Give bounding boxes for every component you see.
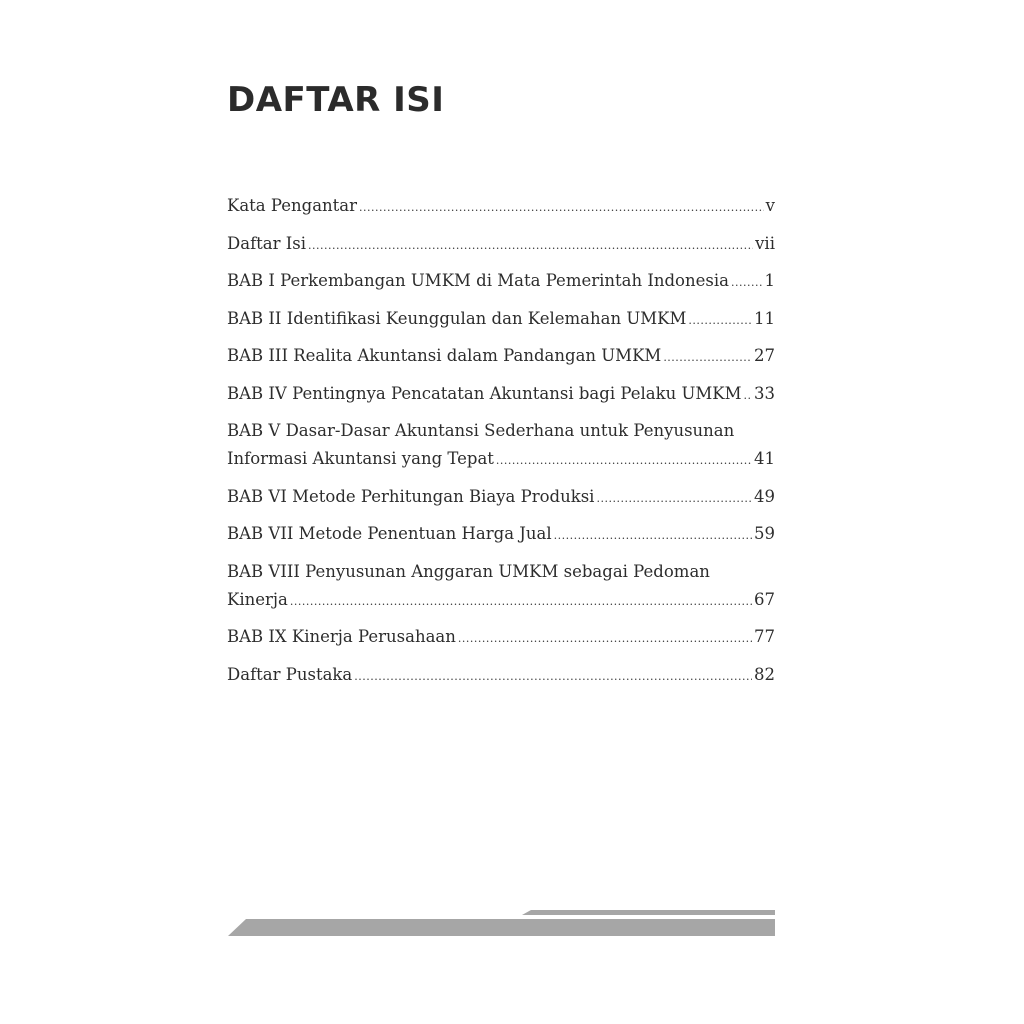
dot-leader <box>731 269 763 297</box>
toc-entry-first-line: BAB VIII Penyusunan Anggaran UMKM sebagai Pedoman <box>227 561 710 581</box>
dot-leader <box>458 625 752 653</box>
dot-leader <box>308 232 753 260</box>
dot-leader <box>596 485 752 513</box>
toc-entry-bab-4 <box>227 380 775 418</box>
footer-band-top <box>522 910 775 915</box>
toc-entry-page: 67 <box>754 589 775 609</box>
toc-entry-page: 82 <box>754 664 775 684</box>
toc-entry-kata-pengantar <box>227 192 775 230</box>
toc-entry-page: 27 <box>754 346 775 365</box>
toc-entry-page: 1 <box>764 271 775 290</box>
toc-entry-page: v <box>765 196 775 215</box>
toc-entry-label: BAB I Perkembangan UMKM di Mata Pemerintah Indonesia <box>227 271 729 290</box>
table-of-contents <box>227 192 775 698</box>
toc-entry-label: Daftar Isi <box>227 233 307 253</box>
dot-leader <box>359 194 764 222</box>
toc-entry-page: 33 <box>754 383 775 403</box>
toc-entry-page: 77 <box>754 627 775 646</box>
toc-entry-label: BAB VI Metode Perhitungan Biaya Produksi <box>227 486 595 506</box>
toc-entry-bab-3 <box>227 342 775 380</box>
toc-entry-bab-2 <box>227 305 775 343</box>
toc-entry-bab-1 <box>227 267 775 305</box>
toc-entry-page: vii <box>755 233 775 253</box>
toc-entry-label: Daftar Pustaka <box>227 664 353 684</box>
dot-leader <box>688 307 752 335</box>
toc-entry-daftar-pustaka <box>227 661 775 699</box>
toc-entry-bab-8 <box>227 558 775 624</box>
dot-leader <box>290 588 752 616</box>
toc-entry-label: Kinerja <box>227 589 288 609</box>
toc-entry-page: 11 <box>754 308 775 328</box>
page-title: DAFTAR ISI <box>227 80 445 120</box>
toc-entry-label: BAB II Identifikasi Keunggulan dan Kelemahan UMKM <box>227 308 687 328</box>
toc-entry-page: 41 <box>754 449 775 468</box>
footer-band-main <box>228 919 775 936</box>
toc-entry-bab-5 <box>227 417 775 483</box>
toc-entry-label: BAB IX Kinerja Perusahaan <box>227 627 456 646</box>
toc-entry-bab-9 <box>227 623 775 661</box>
dot-leader <box>354 663 752 691</box>
toc-entry-first-line: BAB V Dasar-Dasar Akuntansi Sederhana untuk Penyusunan <box>227 421 735 440</box>
toc-entry-page: 59 <box>754 524 775 543</box>
toc-entry-bab-7 <box>227 520 775 558</box>
toc-entry-daftar-isi <box>227 230 775 268</box>
toc-entry-label: Kata Pengantar <box>227 196 358 215</box>
dot-leader <box>663 344 752 372</box>
toc-entry-label: BAB III Realita Akuntansi dalam Pandangan UMKM <box>227 346 662 365</box>
dot-leader <box>554 522 752 550</box>
toc-entry-label: BAB VII Metode Penentuan Harga Jual <box>227 524 552 543</box>
dot-leader <box>496 447 752 475</box>
toc-entry-page: 49 <box>754 486 775 506</box>
toc-entry-label: Informasi Akuntansi yang Tepat <box>227 449 494 468</box>
toc-entry-bab-6 <box>227 483 775 521</box>
dot-leader <box>743 382 752 410</box>
toc-entry-label: BAB IV Pentingnya Pencatatan Akuntansi bagi Pelaku UMKM <box>227 383 742 403</box>
